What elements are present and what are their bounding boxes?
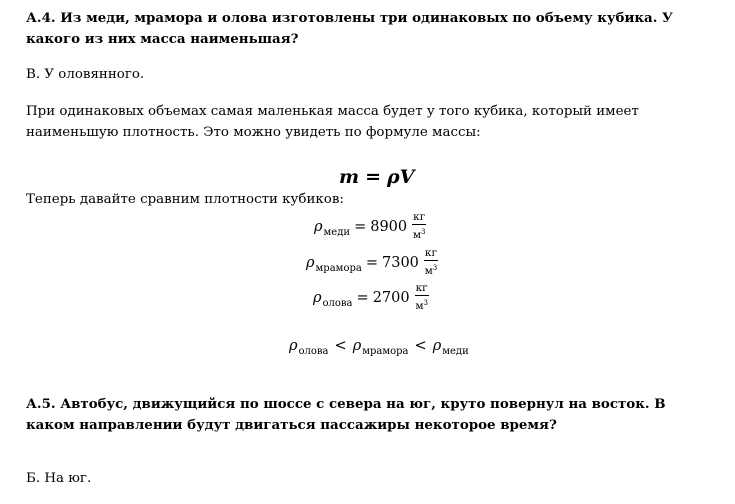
rho-symbol: ρ — [313, 290, 322, 306]
unit-den-base: м — [424, 265, 433, 277]
unit-denominator — [413, 225, 426, 241]
rho-subscript: меди — [323, 226, 351, 238]
density-value: 2700 — [372, 290, 410, 306]
density-value: 7300 — [382, 255, 419, 271]
question-a4: А.4. Из меди, мрамора и олова изготовлены три одинаковых по объему кубика. У какого из них масса наименьшая? — [26, 10, 673, 47]
mass-formula — [339, 166, 414, 188]
density-value: 8900 — [370, 219, 408, 235]
unit-fraction — [424, 247, 438, 277]
unit-den-exponent: 3 — [432, 264, 438, 272]
explanation-a4: При одинаковых объемах самая маленькая масса будет у того кубика, который имеет наименьшую плотность. Это можно увидеть по формуле массы: — [26, 104, 639, 140]
formula-rhs: ρV — [387, 166, 415, 188]
rho-subscript: олова — [322, 297, 353, 309]
rho-symbol: ρ — [314, 219, 323, 235]
rho-symbol: ρ — [352, 338, 362, 354]
answer-a4: В. У оловянного. — [26, 67, 145, 82]
unit-den-base: м — [415, 300, 424, 312]
unit-fraction — [415, 282, 429, 312]
unit-den-exponent: 3 — [421, 228, 426, 236]
unit-numerator: кг — [424, 247, 437, 259]
less-than-sign: < — [334, 338, 347, 354]
compare-intro: Теперь давайте сравним плотности кубиков: — [26, 192, 344, 207]
formula-equals: = — [365, 166, 382, 188]
rho-symbol: ρ — [432, 338, 442, 354]
rho-subscript-marble: мрамора — [362, 345, 409, 357]
answer-a5: Б. На юг. — [26, 471, 92, 486]
rho-subscript: мрамора — [315, 262, 362, 274]
unit-den-base: м — [412, 229, 422, 241]
formula-lhs: m — [339, 166, 360, 188]
question-a5: А.5. Автобус, движущийся по шоссе с севера на юг, круто повернул на восток. В каком направлении будут двигаться пассажиры некоторое время? — [26, 396, 666, 433]
unit-numerator: кг — [415, 282, 428, 294]
rho-symbol: ρ — [289, 338, 298, 354]
unit-denominator — [415, 296, 428, 312]
density-marble — [306, 248, 438, 278]
rho-subscript-tin: олова — [298, 345, 329, 357]
equals-sign: = — [365, 255, 378, 271]
unit-denominator — [425, 261, 438, 277]
rho-subscript-copper: меди — [442, 345, 469, 357]
equals-sign: = — [354, 219, 367, 235]
unit-fraction — [412, 211, 426, 241]
density-comparison — [289, 338, 469, 357]
unit-den-exponent: 3 — [423, 299, 428, 307]
less-than-sign: < — [414, 338, 427, 354]
rho-symbol: ρ — [306, 255, 315, 271]
equals-sign: = — [356, 290, 369, 306]
unit-numerator: кг — [413, 211, 426, 223]
density-copper — [314, 212, 426, 242]
density-tin — [313, 283, 429, 313]
